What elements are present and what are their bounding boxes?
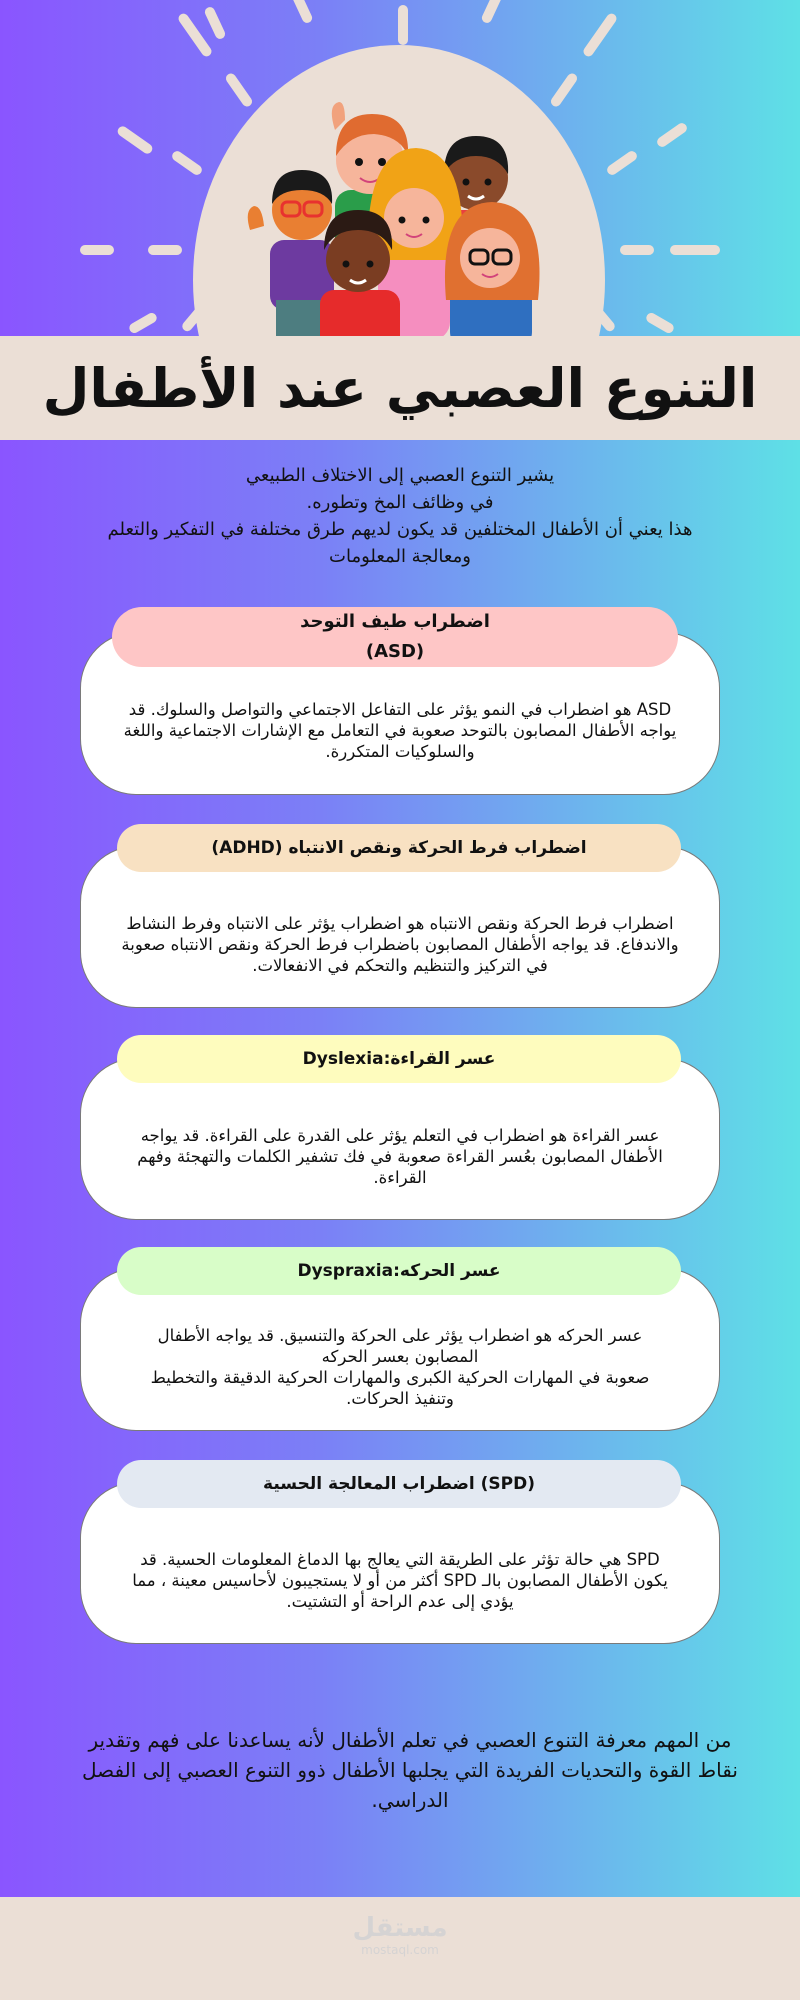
watermark (350, 1913, 450, 1957)
card-header (117, 1035, 681, 1083)
card-header (112, 607, 678, 667)
card-description (151, 1325, 650, 1409)
card-title: اضطراب طيف التوحد (300, 611, 490, 632)
card-header (117, 1247, 681, 1295)
footer (0, 1897, 800, 2000)
intro-line: هذا يعني أن الأطفال المختلفين قد يكون لديهم طرق مختلفة في التفكير والتعلم (107, 519, 693, 540)
sun-ray (620, 245, 654, 255)
sun-ray (116, 124, 155, 155)
card-header (117, 824, 681, 872)
hero-illustration (0, 0, 800, 336)
card-title: عسر القراءة:Dyslexia (302, 1049, 496, 1069)
card-header (117, 1460, 681, 1508)
sun-ray (128, 311, 159, 335)
sun-ray (203, 5, 226, 40)
sun-ray (148, 245, 182, 255)
sun-ray (582, 12, 619, 59)
intro-text (60, 462, 740, 570)
sun-ray (290, 0, 313, 25)
children-illustration (240, 100, 570, 336)
card-title: اضطراب فرط الحركة ونقص الانتباه (ADHD) (211, 838, 587, 858)
intro-line: في وظائف المخ وتطوره. (306, 492, 494, 513)
watermark-url: mostaql.com (361, 1943, 439, 1957)
card-title-abbr: (ASD) (365, 641, 425, 662)
sun-ray (398, 5, 408, 45)
card-description-line: وتنفيذ الحركات. (346, 1388, 454, 1408)
sun-ray (605, 149, 639, 177)
title-band (0, 336, 800, 440)
intro-line: ومعالجة المعلومات (329, 546, 471, 567)
card-description-line: المصابون بعسر الحركه (321, 1346, 479, 1366)
card-description: عسر القراءة هو اضطراب في التعلم يؤثر على القدرة على القراءة. قد يواجه الأطفال المصابون بعُسر القراءة صعوبة في فك تشفير الكلمات والتهجئة وفهم القراءة. (137, 1125, 663, 1187)
sun-ray (670, 245, 720, 255)
card-description: ASD هو اضطراب في النمو يؤثر على التفاعل الاجتماعي والتواصل والسلوك. قد يواجه الأطفال المصابون بالتوحد صعوبة في التعامل مع الإشارات الاجتماعية واللغة والسلوكيات المتكررة. (123, 700, 677, 761)
watermark-logo: مستقل (352, 1913, 448, 1943)
card-title: عسر الحركه:Dyspraxia (297, 1261, 501, 1281)
sun-ray (480, 0, 503, 25)
sun-ray (655, 121, 689, 149)
card-description: SPD هي حالة تؤثر على الطريقة التي يعالج بها الدماغ المعلومات الحسية. قد يكون الأطفال المصابون بالـ SPD أكثر من أو لا يستجيبون لأحاسيس معينة ، مما يؤدي إلى عدم الراحة أو التشتيت. (132, 1549, 668, 1611)
card-title: (SPD) اضطراب المعالجة الحسية (263, 1474, 535, 1494)
card-description-line: عسر الحركه هو اضطراب يؤثر على الحركة والتنسيق. قد يواجه الأطفال (157, 1325, 643, 1345)
card-description-line: صعوبة في المهارات الحركية الكبرى والمهارات الحركية الدقيقة والتخطيط (150, 1367, 650, 1387)
intro-line: يشير التنوع العصبي إلى الاختلاف الطبيعي (245, 465, 555, 486)
girl-redhead-glasses (445, 202, 540, 336)
conclusion-text: من المهم معرفة التنوع العصبي في تعلم الأطفال لأنه يساعدنا على فهم وتقدير نقاط القوة والتحديات الفريدة التي يجلبها الأطفال ذوو التنوع العصبي إلى الفصل الدراسي. (82, 1728, 738, 1812)
sun-ray (170, 149, 204, 177)
sun-ray (645, 311, 676, 335)
card-description: اضطراب فرط الحركة ونقص الانتباه هو اضطراب يؤثر على الانتباه وفرط النشاط والاندفاع. قد يواجه الأطفال المصابون باضطراب فرط الحركة ونقص الانتباه صعوبة في التركيز والتنظيم والتحكم في الانفعالات. (121, 913, 679, 975)
page-title: التنوع العصبي عند الأطفال (42, 356, 758, 420)
sun-ray (80, 245, 114, 255)
